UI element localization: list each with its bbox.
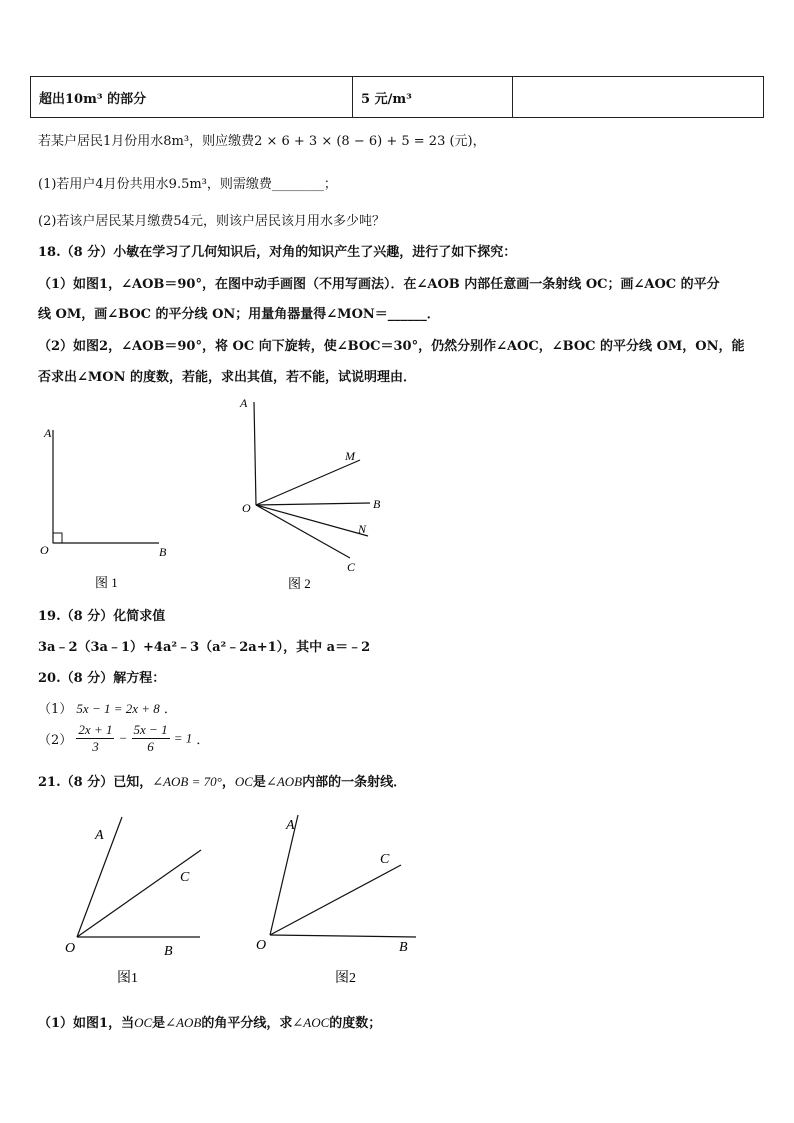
table-cell: 超出10m³ 的部分 [31, 77, 353, 118]
label-o: O [40, 543, 49, 557]
label-o: O [242, 501, 251, 515]
figure-caption: 图2 [335, 971, 356, 986]
numerator: 2x + 1 [78, 722, 113, 737]
q17-part2: (2)若该户居民某月缴费54元，则该户居民该月用水多少吨？ [38, 214, 385, 229]
intro-line: 若某户居民1月份用水8m³，则应缴费2 × 6 + 3 × (8 − 6) + 5 = 23 (元)， [38, 134, 486, 149]
ray-oc [256, 505, 350, 558]
q20-heading: 20.（8 分）解方程： [38, 671, 166, 686]
ray-oa [254, 402, 256, 505]
label-b: B [164, 944, 173, 959]
denominator: 3 [92, 739, 99, 754]
heading-text: 是 [252, 775, 266, 790]
label-m: M [345, 449, 355, 463]
question-text: （1）如图1，当 [38, 1016, 135, 1031]
minus-sign: − [118, 730, 128, 746]
q18-part1-line1: （1）如图1，∠AOB＝90°，在图中动手画图（不用写画法）．在∠AOB 内部任意画一条射线 OC；画∠AOC 的平分 [38, 277, 720, 292]
ray-on [256, 505, 368, 536]
ray-oc [77, 850, 201, 937]
rhs: = 1 [173, 730, 193, 746]
label-o: O [65, 941, 76, 956]
q21-heading [38, 771, 406, 790]
figure-caption: 图1 [117, 971, 138, 986]
label-b: B [373, 497, 381, 511]
q18-part1-line2: 线 OM，画∠BOC 的平分线 ON；用量角器量得∠MON＝______． [38, 307, 440, 322]
label-c: C [347, 560, 356, 574]
label-c: C [180, 870, 190, 885]
table-cell [513, 77, 764, 118]
q18-part2-line1: （2）如图2，∠AOB＝90°，将 OC 向下旋转，使∠BOC＝30°，仍然分别作∠AOC，∠BOC 的平分线 OM，ON，能 [38, 339, 745, 354]
label-c: C [380, 852, 390, 867]
denominator: 6 [147, 739, 154, 754]
q21-figure-1 [55, 812, 225, 992]
ray-oa [270, 815, 298, 935]
equation: 5x − 1 = 2x + 8 [76, 701, 160, 716]
question-text: 的角平分线，求 [201, 1016, 293, 1031]
fraction-1 [76, 722, 114, 755]
q18-figure-2 [230, 393, 400, 593]
q21-part1 [38, 1012, 381, 1031]
q18-heading: 18.（8 分）小敏在学习了几何知识后，对角的知识产生了兴趣，进行了如下探究： [38, 245, 517, 260]
angle-name: ∠AOB [165, 1015, 202, 1030]
label-a: A [44, 426, 52, 440]
question-text: 是 [152, 1016, 166, 1031]
table-cell: 5 元/m³ [353, 77, 513, 118]
ray-om [256, 460, 360, 505]
q20-part2 [38, 722, 209, 755]
q19-heading: 19.（8 分）化简求值 [38, 609, 166, 624]
angle-name: ∠AOC [292, 1015, 330, 1030]
part-label: （2） [38, 733, 73, 748]
q20-part1 [38, 698, 177, 717]
label-n: N [358, 522, 367, 536]
part-label: （1） [38, 702, 73, 717]
fee-table [30, 76, 764, 118]
ray-name: OC [234, 774, 253, 789]
question-text: 的度数； [329, 1016, 382, 1031]
q19-expression: 3a﹣2（3a﹣1）+4a²﹣3（a²﹣2a+1），其中 a＝﹣2 [38, 640, 371, 655]
figure-caption: 图 1 [95, 575, 118, 590]
ray-ob [256, 503, 370, 505]
table-row [31, 77, 764, 118]
angle-given: ∠AOB = 70° [152, 774, 222, 789]
figure-caption: 图 2 [288, 576, 311, 591]
label-a: A [286, 818, 295, 833]
q18-figure-1 [30, 420, 190, 595]
label-o: O [256, 938, 267, 953]
label-b: B [399, 940, 408, 955]
heading-text: ， [221, 775, 235, 790]
label-b: B [159, 545, 167, 559]
label-a: A [240, 396, 248, 410]
ray-ob [270, 935, 416, 937]
right-angle-mark [53, 533, 62, 543]
label-a: A [95, 828, 104, 843]
heading-text: 21.（8 分）已知， [38, 775, 153, 790]
angle-name: ∠AOB [265, 774, 303, 789]
numerator: 5x − 1 [133, 722, 168, 737]
ray-name: OC [134, 1015, 153, 1030]
ray-oc [270, 865, 401, 935]
heading-text: 内部的一条射线． [302, 775, 407, 790]
q17-part1: (1)若用户4月份共用水9.5m³，则需缴费________； [38, 177, 337, 192]
end-mark: ． [196, 733, 210, 748]
fraction-2 [132, 722, 170, 755]
q18-part2-line2: 否求出∠MON 的度数，若能，求出其值，若不能，试说明理由． [38, 370, 417, 385]
q21-figure-2 [250, 812, 430, 992]
end-mark: ． [163, 702, 177, 717]
